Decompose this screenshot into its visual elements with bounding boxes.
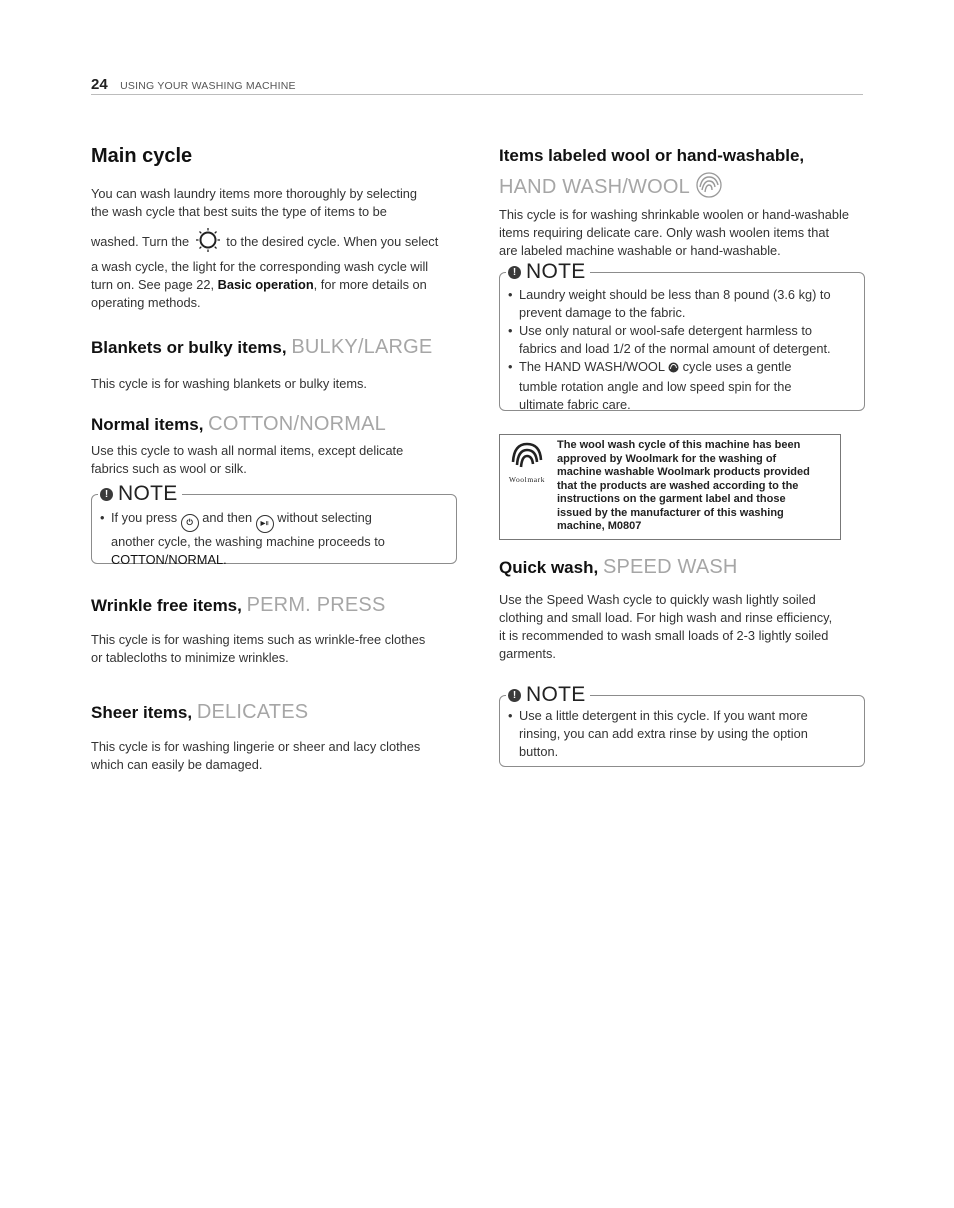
left-column bbox=[91, 145, 461, 478]
text-line: This cycle is for washing shrinkable woolen or hand-washable bbox=[499, 207, 849, 222]
note-item bbox=[507, 322, 864, 358]
text-line: operating methods. bbox=[91, 295, 201, 310]
text-fragment: Laundry weight should be less than 8 pound (3.6 kg) to bbox=[519, 287, 831, 302]
wool-small-icon bbox=[668, 360, 679, 378]
text-line bbox=[91, 276, 461, 294]
text-fragment: Use a little detergent in this cycle. If you want more bbox=[519, 708, 808, 723]
page-header bbox=[91, 76, 863, 95]
text-line bbox=[91, 227, 461, 258]
text-line: are labeled machine washable or hand-washable. bbox=[499, 243, 781, 258]
text-fragment: button. bbox=[519, 744, 559, 759]
text-line: Use this cycle to wash all normal items, except delicate bbox=[91, 443, 404, 458]
perm-press-mode-name: PERM. PRESS bbox=[246, 594, 386, 616]
normal-heading bbox=[91, 413, 461, 436]
page-number: 24 bbox=[91, 76, 108, 93]
note-title: NOTE bbox=[526, 260, 586, 283]
heading-label: Sheer items, bbox=[91, 703, 193, 722]
right-column bbox=[499, 145, 865, 260]
text-line: garments. bbox=[499, 646, 556, 661]
text-fragment: ultimate fabric care. bbox=[519, 397, 631, 412]
note-item bbox=[507, 358, 864, 414]
normal-mode-name: COTTON/NORMAL bbox=[208, 413, 386, 435]
text-line: that the products are washed according to the bbox=[557, 479, 799, 492]
text-line: machine washable Woolmark products provided bbox=[557, 466, 810, 478]
text-fragment: COTTON/NORMAL. bbox=[111, 552, 227, 567]
wool-icon bbox=[694, 171, 724, 204]
text-fragment: washed. Turn the bbox=[91, 234, 190, 249]
text-fragment: tumble rotation angle and low speed spin for the bbox=[519, 379, 792, 394]
text-line: clothing and small load. For high wash and rinse efficiency, bbox=[499, 610, 833, 625]
text-fragment: fabrics and load 1/2 of the normal amount of detergent. bbox=[519, 341, 831, 356]
note-box bbox=[499, 683, 865, 767]
text-fragment: Use only natural or wool-safe detergent harmless to bbox=[519, 323, 813, 338]
text-line: instructions on the garment label and those bbox=[557, 493, 786, 505]
text-line: approved by Woolmark for the washing of bbox=[557, 452, 777, 465]
section-title: USING YOUR WASHING MACHINE bbox=[120, 80, 296, 92]
bulky-mode-name: BULKY/LARGE bbox=[291, 336, 433, 358]
note-header bbox=[506, 260, 590, 284]
perm-press-heading bbox=[91, 594, 461, 617]
wool-heading: Items labeled wool or hand-washable, bbox=[499, 146, 805, 165]
quick-wash-text bbox=[499, 591, 865, 663]
note-box bbox=[91, 482, 457, 567]
text-fragment: turn on. See page 22, bbox=[91, 277, 215, 292]
basic-operation-link: Basic operation bbox=[217, 277, 314, 292]
text-line: This cycle is for washing items such as wrinkle-free clothes bbox=[91, 632, 426, 647]
delicates-heading bbox=[91, 701, 461, 724]
perm-press-text bbox=[91, 631, 461, 667]
note-title: NOTE bbox=[526, 683, 586, 706]
text-line: The wool wash cycle of this machine has been bbox=[557, 439, 801, 451]
text-line: it is recommended to wash small loads of 2-3 lightly soiled bbox=[499, 628, 829, 643]
heading-label: Blankets or bulky items, bbox=[91, 338, 287, 357]
note-item bbox=[507, 286, 864, 322]
wool-mode-name: HAND WASH/WOOL bbox=[499, 176, 690, 198]
woolmark-logo bbox=[506, 440, 548, 484]
woolmark-certification bbox=[499, 434, 841, 540]
cycle-dial-icon bbox=[195, 227, 221, 258]
delicates-text bbox=[91, 738, 461, 774]
wool-text bbox=[499, 206, 865, 260]
note-item bbox=[507, 707, 864, 761]
text-fragment: without selecting bbox=[277, 510, 372, 525]
alert-icon: ! bbox=[508, 689, 521, 702]
text-fragment: cycle uses a gentle bbox=[682, 359, 792, 374]
alert-icon: ! bbox=[100, 488, 113, 501]
delicates-mode-name: DELICATES bbox=[196, 701, 309, 723]
bulky-heading bbox=[91, 336, 461, 359]
power-button-icon: ⏻ bbox=[181, 514, 199, 532]
note-header bbox=[506, 683, 590, 707]
quick-wash-section bbox=[499, 556, 865, 663]
wool-mode-row bbox=[499, 171, 865, 204]
text-line: This cycle is for washing lingerie or sheer and lacy clothes bbox=[91, 739, 421, 754]
main-cycle-heading: Main cycle bbox=[91, 145, 193, 167]
text-line: the wash cycle that best suits the type of items to be bbox=[91, 204, 387, 219]
text-line: machine, M0807 bbox=[557, 520, 642, 532]
text-line: You can wash laundry items more thoroughly by selecting bbox=[91, 186, 418, 201]
left-column-lower bbox=[91, 594, 461, 774]
main-cycle-text bbox=[91, 185, 461, 312]
text-line: items requiring delicate care. Only wash woolen items that bbox=[499, 225, 830, 240]
text-fragment: to the desired cycle. When you select bbox=[226, 234, 439, 249]
text-fragment: If you press bbox=[111, 510, 178, 525]
normal-text bbox=[91, 442, 461, 478]
bulky-text: This cycle is for washing blankets or bulky items. bbox=[91, 376, 367, 391]
text-line: or tablecloths to minimize wrinkles. bbox=[91, 650, 289, 665]
text-fragment: prevent damage to the fabric. bbox=[519, 305, 686, 320]
text-fragment: The HAND WASH/WOOL bbox=[519, 359, 665, 374]
note-item bbox=[99, 509, 456, 569]
text-line: issued by the manufacturer of this washing bbox=[557, 506, 784, 519]
note-header bbox=[98, 482, 182, 506]
text-line: a wash cycle, the light for the corresponding wash cycle will bbox=[91, 259, 429, 274]
note-box bbox=[499, 260, 865, 412]
heading-label: Wrinkle free items, bbox=[91, 596, 242, 615]
text-fragment: , for more details on bbox=[313, 277, 427, 292]
text-line: fabrics such as wool or silk. bbox=[91, 461, 247, 476]
woolmark-statement bbox=[557, 439, 835, 534]
text-line: which can easily be damaged. bbox=[91, 757, 263, 772]
heading-label: Normal items, bbox=[91, 415, 204, 434]
text-fragment: another cycle, the washing machine proceeds to bbox=[111, 534, 385, 549]
text-fragment: rinsing, you can add extra rinse by using the option bbox=[519, 726, 808, 741]
text-fragment: and then bbox=[202, 510, 253, 525]
alert-icon: ! bbox=[508, 266, 521, 279]
start-pause-icon: ▶॥ bbox=[256, 515, 274, 533]
text-line: Use the Speed Wash cycle to quickly wash lightly soiled bbox=[499, 592, 816, 607]
heading-label: Quick wash, bbox=[499, 558, 599, 577]
quick-wash-mode-name: SPEED WASH bbox=[602, 556, 738, 578]
quick-wash-heading bbox=[499, 556, 865, 579]
note-title: NOTE bbox=[118, 482, 178, 505]
woolmark-icon bbox=[510, 440, 544, 470]
woolmark-wordmark: Woolmark bbox=[508, 475, 546, 484]
